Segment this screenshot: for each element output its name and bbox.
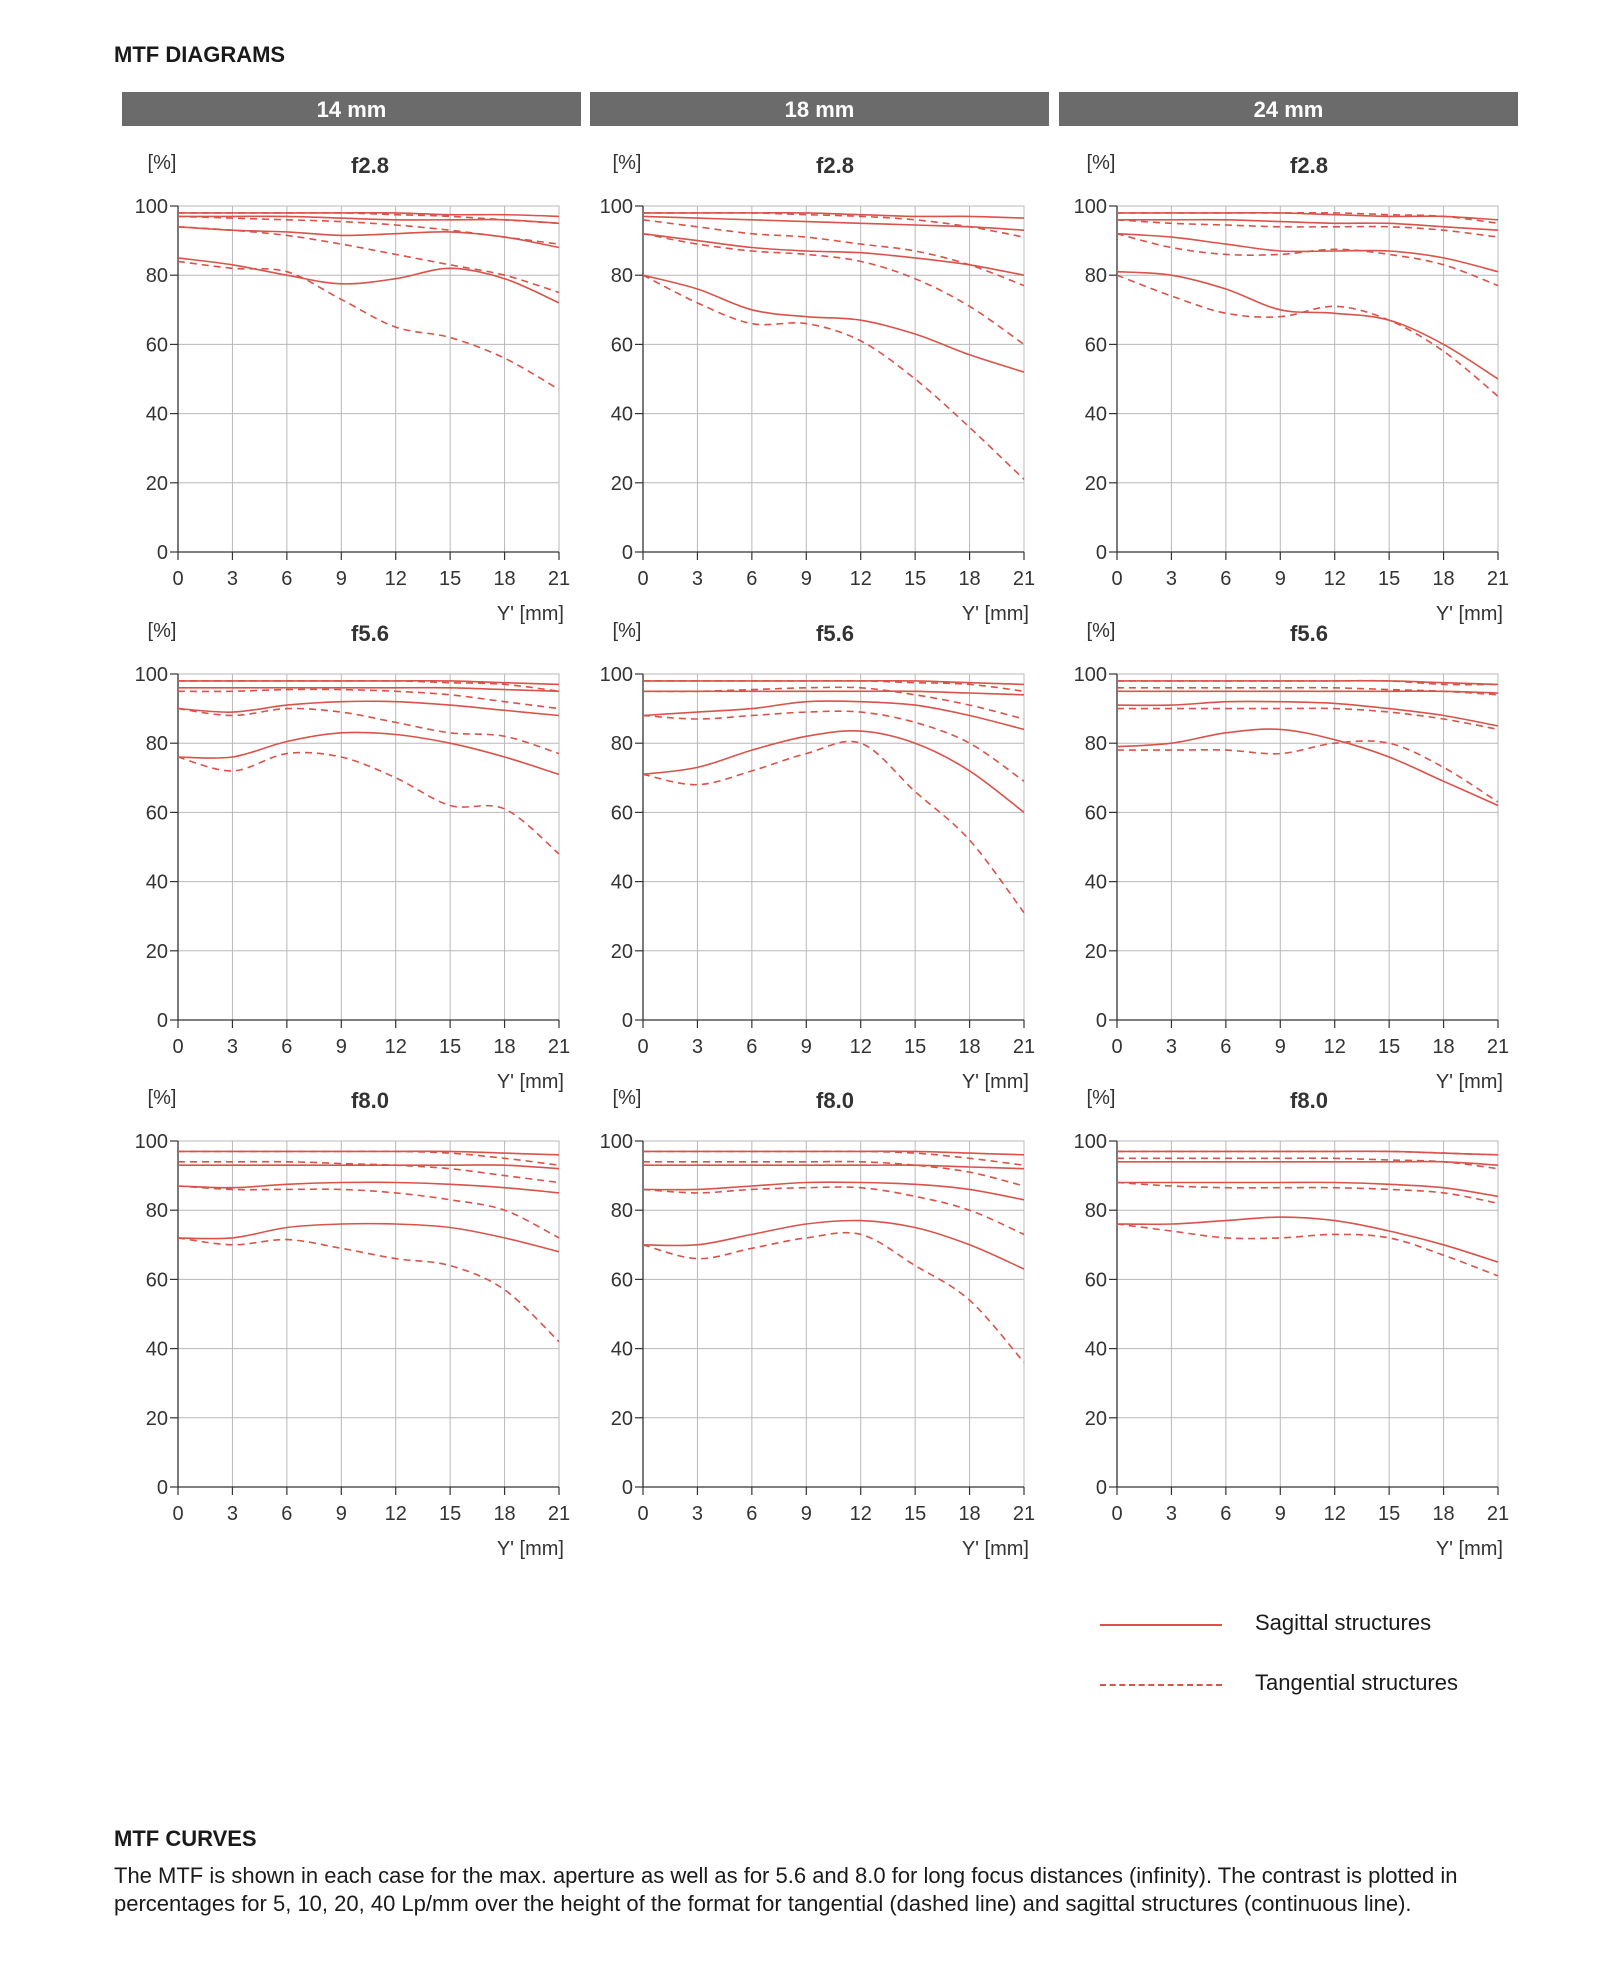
x-tick-label: 6	[281, 1036, 293, 1058]
y-tick-label: 0	[156, 542, 168, 564]
aperture-title: f5.6	[351, 621, 389, 646]
tangential-curve	[643, 1233, 1024, 1363]
y-tick-label: 60	[1084, 334, 1107, 357]
x-tick-label: 0	[637, 1503, 649, 1525]
y-tick-label: 40	[610, 403, 633, 426]
sagittal-curve	[178, 1151, 559, 1155]
x-axis-label: Y' [mm]	[961, 603, 1029, 625]
plot-frame	[178, 674, 559, 1020]
y-tick-label: 40	[1084, 403, 1107, 426]
sagittal-curve	[178, 701, 559, 715]
aperture-title: f2.8	[1290, 153, 1328, 178]
x-tick-label: 12	[849, 568, 872, 590]
x-axis-label: Y' [mm]	[1435, 1071, 1503, 1093]
column-header-label: 14 mm	[316, 97, 387, 122]
x-tick-label: 9	[1274, 568, 1286, 590]
sagittal-curve	[1117, 681, 1498, 685]
y-tick-label: 20	[1084, 940, 1107, 963]
x-tick-label: 9	[1274, 1503, 1286, 1525]
sagittal-curve	[178, 688, 559, 692]
y-tick-label: 60	[610, 334, 633, 357]
tangential-curve	[178, 753, 559, 854]
x-tick-label: 0	[637, 1036, 649, 1058]
tangential-curve	[1117, 1183, 1498, 1204]
x-tick-label: 12	[1323, 568, 1346, 590]
x-tick-label: 15	[1378, 1503, 1401, 1525]
sagittal-curve	[178, 216, 559, 223]
x-tick-label: 3	[226, 568, 238, 590]
y-tick-label: 100	[1073, 1131, 1107, 1153]
sagittal-curve	[178, 1165, 559, 1169]
x-tick-label: 12	[849, 1036, 872, 1058]
aperture-title: f8.0	[1290, 1088, 1328, 1113]
aperture-title: f8.0	[351, 1088, 389, 1113]
mtf-chart-1-2	[600, 152, 1036, 625]
y-tick-label: 80	[1084, 265, 1107, 288]
x-tick-label: 18	[958, 1503, 981, 1525]
y-axis-unit-label: [%]	[147, 152, 177, 174]
plot-frame	[643, 206, 1024, 552]
y-tick-label: 80	[145, 1200, 168, 1223]
x-tick-label: 21	[547, 1503, 571, 1525]
tangential-curve	[643, 234, 1024, 345]
x-tick-label: 6	[281, 568, 293, 590]
sagittal-curve	[178, 1224, 559, 1252]
x-tick-label: 3	[1165, 1036, 1177, 1058]
x-tick-label: 3	[691, 1503, 703, 1525]
tangential-curve	[1117, 234, 1498, 286]
x-tick-label: 9	[335, 1503, 347, 1525]
y-tick-label: 0	[621, 542, 633, 564]
y-tick-label: 40	[1084, 871, 1107, 894]
x-tick-label: 21	[1012, 1503, 1036, 1525]
y-tick-label: 60	[1084, 1269, 1107, 1292]
x-tick-label: 21	[1486, 568, 1510, 590]
x-tick-label: 6	[1220, 568, 1232, 590]
x-tick-label: 3	[226, 1503, 238, 1525]
y-tick-label: 40	[145, 1338, 168, 1361]
x-tick-label: 15	[439, 1036, 462, 1058]
mtf-chart-3-3	[1074, 1087, 1510, 1560]
x-tick-label: 15	[904, 1036, 927, 1058]
y-tick-label: 60	[610, 1269, 633, 1292]
y-tick-label: 80	[145, 733, 168, 756]
x-tick-label: 21	[1012, 1036, 1036, 1058]
tangential-curve	[643, 220, 1024, 286]
x-tick-label: 9	[800, 1036, 812, 1058]
x-tick-label: 15	[904, 568, 927, 590]
tangential-curve	[1117, 708, 1498, 729]
x-tick-label: 3	[1165, 1503, 1177, 1525]
x-tick-label: 3	[1165, 568, 1177, 590]
y-tick-label: 100	[134, 1131, 168, 1153]
mtf-chart-3-2	[600, 1087, 1036, 1560]
x-tick-label: 0	[1111, 1036, 1123, 1058]
y-tick-label: 40	[145, 403, 168, 426]
sagittal-curve	[178, 732, 559, 774]
x-tick-label: 15	[904, 1503, 927, 1525]
x-tick-label: 18	[958, 568, 981, 590]
x-axis-label: Y' [mm]	[961, 1071, 1029, 1093]
sagittal-curve	[1117, 234, 1498, 272]
tangential-curve	[1117, 1224, 1498, 1276]
y-tick-label: 0	[1095, 1477, 1107, 1499]
x-tick-label: 6	[746, 568, 758, 590]
x-tick-label: 9	[800, 1503, 812, 1525]
x-tick-label: 18	[958, 1036, 981, 1058]
y-tick-label: 20	[1084, 472, 1107, 495]
y-tick-label: 0	[156, 1010, 168, 1032]
y-tick-label: 100	[1073, 196, 1107, 218]
y-axis-unit-label: [%]	[1086, 152, 1116, 174]
y-axis-unit-label: [%]	[612, 620, 642, 642]
sagittal-curve	[1117, 213, 1498, 220]
column-header-label: 18 mm	[784, 97, 855, 122]
x-axis-label: Y' [mm]	[496, 1071, 564, 1093]
x-tick-label: 3	[691, 568, 703, 590]
x-axis-label: Y' [mm]	[496, 1538, 564, 1560]
x-tick-label: 6	[746, 1036, 758, 1058]
y-tick-label: 80	[1084, 733, 1107, 756]
sagittal-curve	[643, 213, 1024, 218]
x-axis-label: Y' [mm]	[496, 603, 564, 625]
y-tick-label: 20	[610, 1407, 633, 1430]
x-tick-label: 15	[439, 1503, 462, 1525]
tangential-curve	[178, 1238, 559, 1342]
aperture-title: f5.6	[1290, 621, 1328, 646]
x-tick-label: 18	[1432, 568, 1455, 590]
tangential-curve	[1117, 741, 1498, 802]
x-tick-label: 12	[384, 1036, 407, 1058]
y-tick-label: 0	[621, 1477, 633, 1499]
page-title: MTF DIAGRAMS	[114, 42, 286, 67]
legend-sagittal-label: Sagittal structures	[1255, 1610, 1432, 1635]
y-tick-label: 0	[1095, 1010, 1107, 1032]
x-tick-label: 6	[281, 1503, 293, 1525]
mtf-chart-2-3	[1074, 620, 1510, 1093]
legend-tangential-label: Tangential structures	[1255, 1670, 1458, 1695]
solid-line-icon	[1100, 1624, 1222, 1626]
y-tick-label: 60	[145, 334, 168, 357]
sagittal-curve	[643, 1165, 1024, 1169]
x-tick-label: 21	[1486, 1036, 1510, 1058]
y-axis-unit-label: [%]	[612, 152, 642, 174]
x-tick-label: 9	[800, 568, 812, 590]
y-tick-label: 20	[145, 472, 168, 495]
mtf-chart-2-2	[600, 620, 1036, 1093]
x-axis-label: Y' [mm]	[1435, 603, 1503, 625]
y-tick-label: 100	[599, 664, 633, 686]
tangential-curve	[178, 261, 559, 389]
mtf-chart-2-1	[135, 620, 571, 1093]
tangential-curve	[1117, 1158, 1498, 1169]
legend-tangential	[1100, 1670, 1520, 1700]
x-tick-label: 21	[1012, 568, 1036, 590]
sagittal-curve	[643, 691, 1024, 695]
x-tick-label: 6	[1220, 1503, 1232, 1525]
sagittal-curve	[643, 1151, 1024, 1155]
x-axis-label: Y' [mm]	[961, 1538, 1029, 1560]
x-tick-label: 3	[226, 1036, 238, 1058]
plot-frame	[643, 674, 1024, 1020]
sagittal-curve	[1117, 1162, 1498, 1166]
y-tick-label: 80	[1084, 1200, 1107, 1223]
y-tick-label: 40	[145, 871, 168, 894]
sagittal-curve	[1117, 701, 1498, 726]
tangential-curve	[1117, 275, 1498, 396]
sagittal-curve	[643, 234, 1024, 276]
y-tick-label: 40	[610, 1338, 633, 1361]
legend-sagittal	[1100, 1610, 1520, 1640]
sagittal-curve	[643, 1220, 1024, 1269]
x-tick-label: 6	[1220, 1036, 1232, 1058]
x-tick-label: 0	[172, 568, 184, 590]
y-tick-label: 100	[134, 664, 168, 686]
x-tick-label: 18	[1432, 1036, 1455, 1058]
y-tick-label: 60	[610, 802, 633, 825]
y-tick-label: 0	[621, 1010, 633, 1032]
y-tick-label: 40	[610, 871, 633, 894]
tangential-curve	[643, 711, 1024, 781]
y-tick-label: 0	[156, 1477, 168, 1499]
x-tick-label: 0	[637, 568, 649, 590]
sagittal-curve	[1117, 272, 1498, 379]
sagittal-curve	[643, 1182, 1024, 1200]
y-tick-label: 20	[145, 940, 168, 963]
sagittal-curve	[643, 275, 1024, 372]
aperture-title: f8.0	[816, 1088, 854, 1113]
y-tick-label: 60	[145, 802, 168, 825]
mtf-chart-1-1	[135, 152, 571, 625]
x-tick-label: 18	[493, 568, 516, 590]
mtf-curves-heading: MTF CURVES	[114, 1826, 257, 1851]
sagittal-curve	[178, 227, 559, 248]
x-tick-label: 12	[1323, 1036, 1346, 1058]
x-tick-label: 0	[1111, 568, 1123, 590]
x-tick-label: 21	[547, 568, 571, 590]
sagittal-curve	[643, 216, 1024, 230]
y-tick-label: 80	[610, 265, 633, 288]
dashed-line-icon	[1100, 1684, 1222, 1686]
plot-frame	[1117, 674, 1498, 1020]
y-axis-unit-label: [%]	[147, 620, 177, 642]
x-tick-label: 12	[849, 1503, 872, 1525]
aperture-title: f2.8	[816, 153, 854, 178]
y-tick-label: 100	[599, 196, 633, 218]
aperture-title: f5.6	[816, 621, 854, 646]
tangential-curve	[643, 1187, 1024, 1234]
y-tick-label: 20	[145, 1407, 168, 1430]
plot-frame	[178, 206, 559, 552]
sagittal-curve	[1117, 1217, 1498, 1262]
sagittal-curve	[178, 681, 559, 685]
x-tick-label: 0	[172, 1036, 184, 1058]
y-tick-label: 100	[1073, 664, 1107, 686]
x-tick-label: 9	[335, 1036, 347, 1058]
aperture-title: f2.8	[351, 153, 389, 178]
sagittal-curve	[1117, 1151, 1498, 1155]
mtf-chart-1-3	[1074, 152, 1510, 625]
y-tick-label: 20	[610, 472, 633, 495]
plot-frame	[643, 1141, 1024, 1487]
mtf-chart-3-1	[135, 1087, 571, 1560]
y-tick-label: 100	[134, 196, 168, 218]
x-tick-label: 12	[1323, 1503, 1346, 1525]
x-tick-label: 15	[1378, 1036, 1401, 1058]
y-tick-label: 40	[1084, 1338, 1107, 1361]
x-tick-label: 21	[547, 1036, 571, 1058]
mtf-curves-description: The MTF is shown in each case for the max. aperture as well as for 5.6 and 8.0 for long focus distances (infinity). The contrast is plotted in percentages for 5, 10, 20, 40 Lp/mm over the height of the format for tangential (dashed line) and sagittal structures (continuous line).	[114, 1863, 1458, 1916]
y-axis-unit-label: [%]	[1086, 620, 1116, 642]
y-tick-label: 80	[610, 733, 633, 756]
tangential-curve	[178, 708, 559, 753]
x-tick-label: 18	[1432, 1503, 1455, 1525]
sagittal-curve	[178, 258, 559, 303]
x-tick-label: 9	[1274, 1036, 1286, 1058]
x-tick-label: 3	[691, 1036, 703, 1058]
y-axis-unit-label: [%]	[1086, 1087, 1116, 1109]
x-tick-label: 15	[439, 568, 462, 590]
y-tick-label: 80	[610, 1200, 633, 1223]
y-axis-unit-label: [%]	[612, 1087, 642, 1109]
x-tick-label: 0	[1111, 1503, 1123, 1525]
sagittal-curve	[1117, 729, 1498, 805]
x-tick-label: 12	[384, 1503, 407, 1525]
y-tick-label: 20	[610, 940, 633, 963]
column-header-label: 24 mm	[1253, 97, 1324, 122]
y-tick-label: 20	[1084, 1407, 1107, 1430]
x-tick-label: 9	[335, 568, 347, 590]
x-tick-label: 18	[493, 1036, 516, 1058]
y-tick-label: 100	[599, 1131, 633, 1153]
plot-frame	[178, 1141, 559, 1487]
sagittal-curve	[1117, 1182, 1498, 1196]
x-tick-label: 15	[1378, 568, 1401, 590]
tangential-curve	[643, 275, 1024, 479]
y-tick-label: 80	[145, 265, 168, 288]
sagittal-curve	[1117, 220, 1498, 230]
y-tick-label: 60	[1084, 802, 1107, 825]
sagittal-curve	[643, 681, 1024, 685]
sagittal-curve	[1117, 691, 1498, 693]
y-tick-label: 0	[1095, 542, 1107, 564]
y-tick-label: 60	[145, 1269, 168, 1292]
tangential-curve	[178, 689, 559, 708]
tangential-curve	[178, 1186, 559, 1238]
sagittal-curve	[178, 1182, 559, 1193]
x-axis-label: Y' [mm]	[1435, 1538, 1503, 1560]
x-tick-label: 12	[384, 568, 407, 590]
x-tick-label: 0	[172, 1503, 184, 1525]
x-tick-label: 18	[493, 1503, 516, 1525]
x-tick-label: 6	[746, 1503, 758, 1525]
y-axis-unit-label: [%]	[147, 1087, 177, 1109]
x-tick-label: 21	[1486, 1503, 1510, 1525]
